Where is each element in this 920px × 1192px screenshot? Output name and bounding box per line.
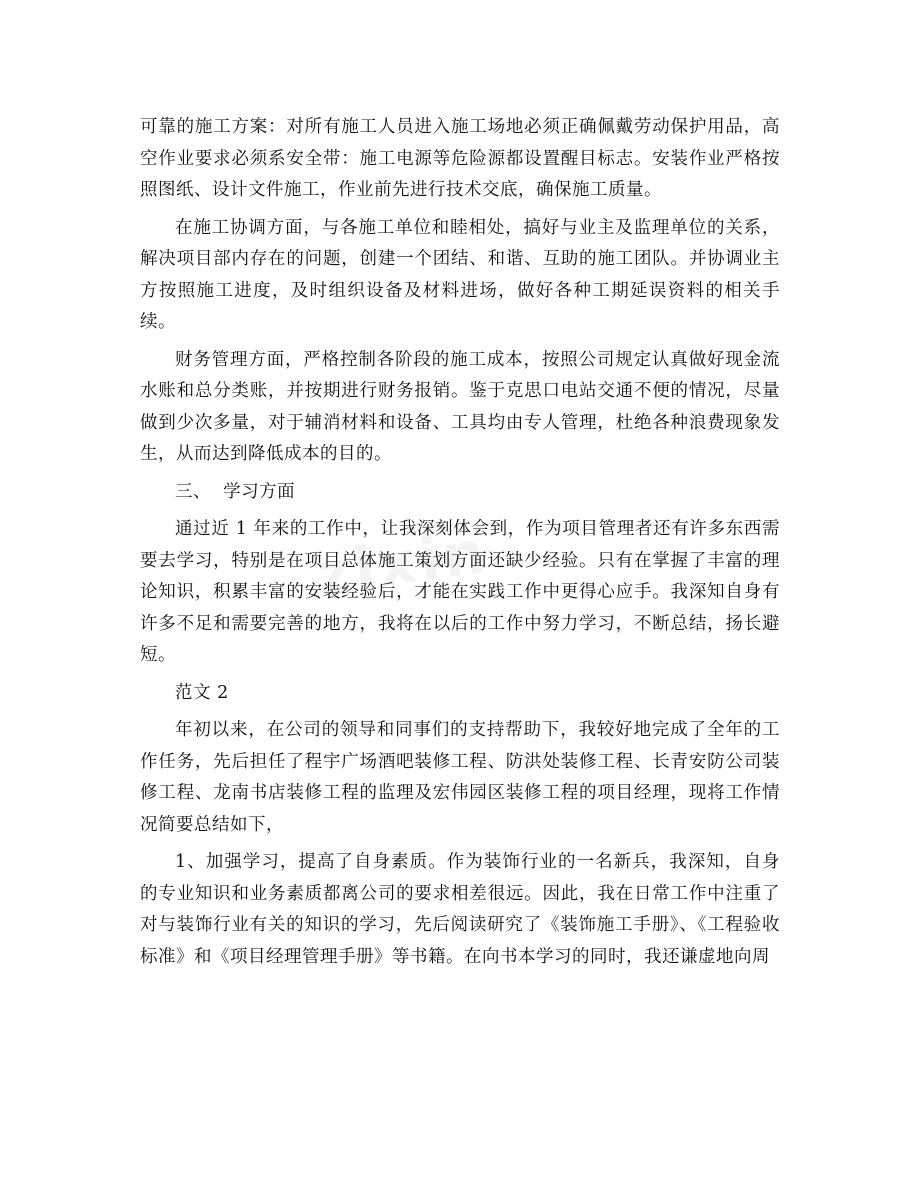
document-body (140, 112, 780, 973)
paragraph-study: 通过近 1 年来的工作中，让我深刻体会到，作为项目管理者还有许多东西需要去学习，特别是在项目总体施工策划方面还缺少经验。只有在掌握了丰富的理论知识，积累丰富的安装经验后，才能在实践工作中更得心应手。我深知自身有许多不足和需要完善的地方，我将在以后的工作中努力学习，不断总结，扬长避短。 (140, 519, 780, 665)
paragraph-construction-plan: 可靠的施工方案：对所有施工人员进入施工场地必须正确佩戴劳动保护用品，高空作业要求必须系安全带：施工电源等危险源都设置醒目标志。安装作业严格按照图纸、设计文件施工，作业前先进行技术交底，确保施工质量。 (140, 117, 780, 200)
paragraph-finance: 财务管理方面，严格控制各阶段的施工成本，按照公司规定认真做好现金流水账和总分类账，并按期进行财务报销。鉴于克思口电站交通不便的情况，尽量做到少次多量，对于辅消材料和设备、工具均由专人管理，杜绝各种浪费现象发生，从而达到降低成本的目的。 (140, 349, 780, 464)
paragraph-learning: 1、加强学习，提高了自身素质。作为装饰行业的一名新兵，我深知，自身的专业知识和业务素质都离公司的要求相差很远。因此，我在日常工作中注重了对与装饰行业有关的知识的学习，先后阅读研究了《装饰施工手册》、《工程验收标准》和《项目经理管理手册》等书籍。在向书本学习的同时，我还谦虚地向周 (140, 852, 780, 967)
paragraph-coordination: 在施工协调方面，与各施工单位和睦相处，搞好与业主及监理单位的关系，解决项目部内存在的问题，创建一个团结、和谐、互助的施工团队。并协调业主方按照施工进度，及时组织设备及材料进场，做好各种工期延误资料的相关手续。 (140, 217, 780, 332)
watermark: zixin (312, 517, 493, 609)
paragraph-year-summary: 年初以来，在公司的领导和同事们的支持帮助下，我较好地完成了全年的工作任务，先后担任了程宇广场酒吧装修工程、防洪处装修工程、长青安防公司装修工程、龙南书店装修工程的监理及宏伟园区装修工程的项目经理，现将工作情况简要总结如下， (140, 720, 780, 835)
section-heading-sample-2: 范文 2 (175, 682, 229, 703)
section-heading-study: 三、 学习方面 (175, 481, 296, 502)
